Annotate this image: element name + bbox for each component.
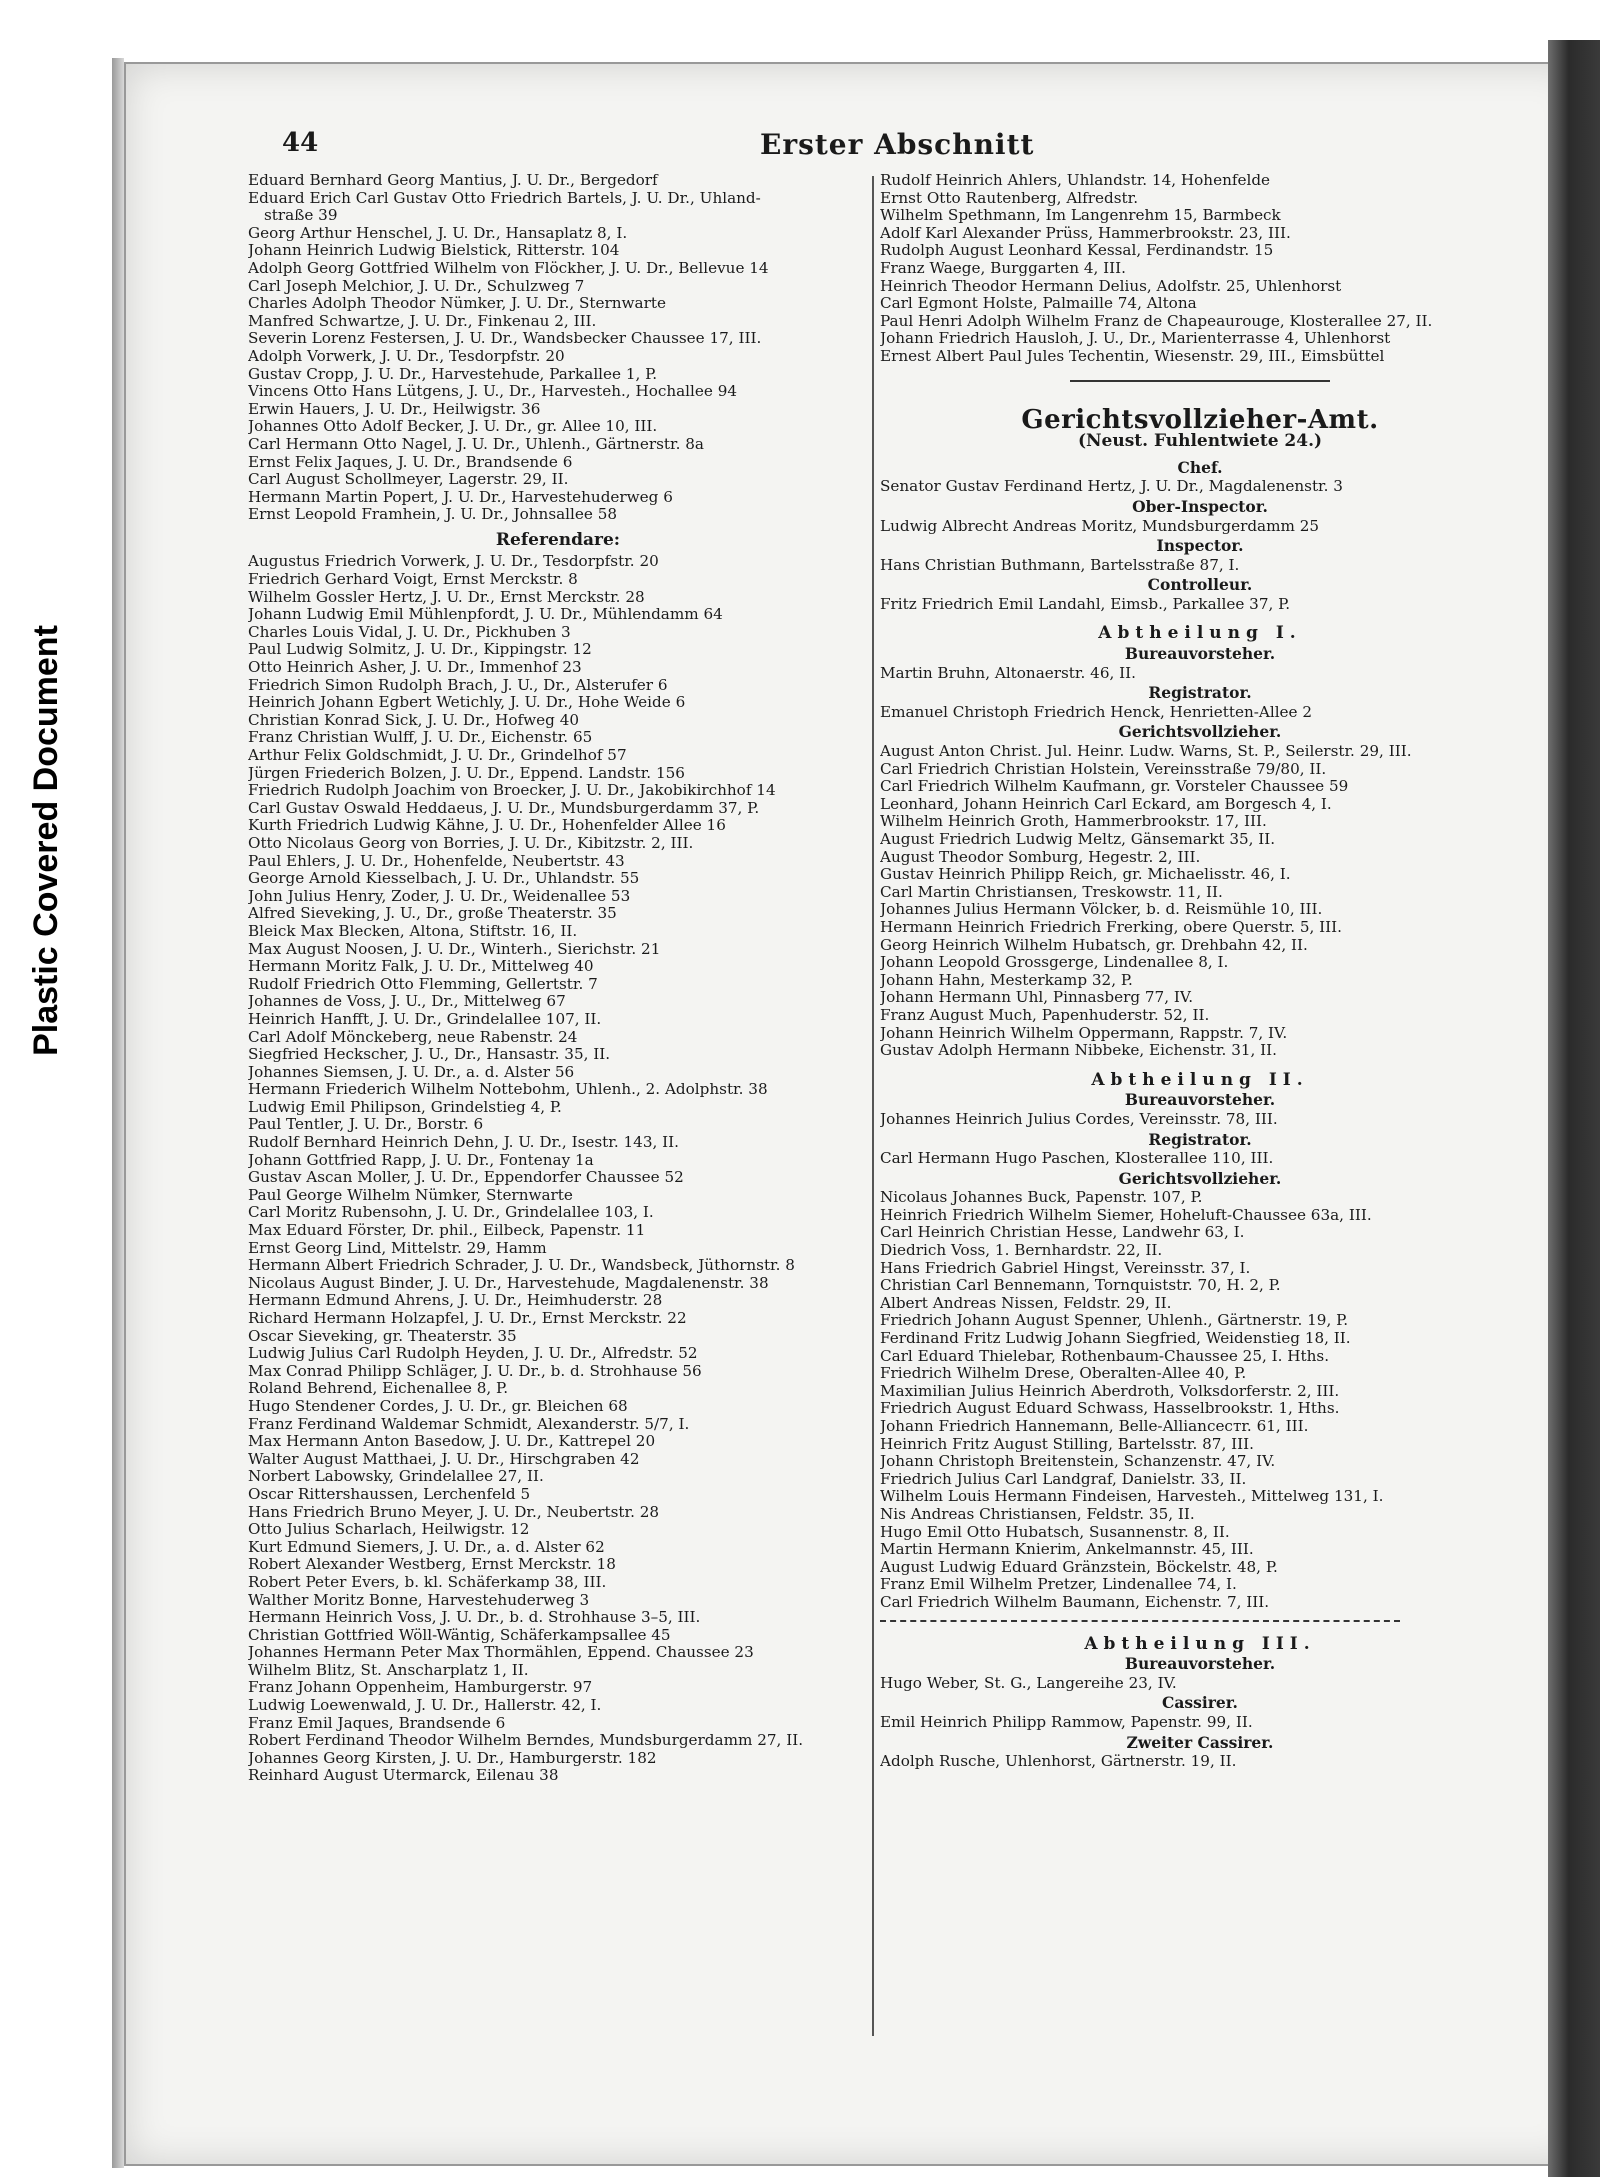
- abt2-registrator-list: [880, 1150, 1520, 1168]
- list-entry: Hugo Stendener Cordes, J. U. Dr., gr. Bleichen 68: [248, 1397, 628, 1415]
- list-entry: Ludwig Julius Carl Rudolph Heyden, J. U. Dr., Alfredstr. 52: [248, 1345, 698, 1363]
- abt3-zweiter-list: [880, 1753, 1520, 1771]
- list-entry: John Julius Henry, Zoder, J. U. Dr., Weidenallee 53: [248, 887, 631, 905]
- list-entry: Charles Louis Vidal, J. U. Dr., Pickhuben 3: [248, 623, 571, 641]
- list-entry: Adolph Vorwerk, J. U. Dr., Tesdorpfstr. 20: [248, 347, 565, 365]
- list-entry: Norbert Labowsky, Grindelallee 27, II.: [248, 1468, 544, 1486]
- list-entry: Carl Friedrich Wilhelm Baumann, Eichenstr. 7, III.: [880, 1593, 1270, 1611]
- section-rule: [1070, 380, 1330, 382]
- list-entry: Johann Christoph Breitenstein, Schanzenstr. 47, IV.: [880, 1453, 1276, 1471]
- list-entry: Franz Christian Wulff, J. U. Dr., Eichenstr. 65: [248, 729, 593, 747]
- list-entry: Paul George Wilhelm Nümker, Sternwarte: [248, 1186, 573, 1204]
- scan-edge-right: [1548, 40, 1600, 2177]
- list-entry: Carl Heinrich Christian Hesse, Landwehr 63, I.: [880, 1224, 1245, 1242]
- list-entry: Emanuel Christoph Friedrich Henck, Henrietten-Allee 2: [880, 703, 1313, 721]
- list-entry: Friedrich Simon Rudolph Brach, J. U., Dr., Alsterufer 6: [248, 676, 668, 694]
- list-entry: Hans Christian Buthmann, Bartelsstraße 87, I.: [880, 556, 1240, 574]
- list-entry: Carl Martin Christiansen, Treskowstr. 11, II.: [880, 883, 1223, 901]
- list-entry: Friedrich Gerhard Voigt, Ernst Merckstr. 8: [248, 571, 578, 589]
- list-entry: Hermann Heinrich Friedrich Frerking, obere Querstr. 5, III.: [880, 918, 1343, 936]
- list-entry: Hermann Albert Friedrich Schrader, J. U. Dr., Wandsbeck, Jüthornstr. 8: [248, 1257, 795, 1275]
- list-entry: Ernst Leopold Framhein, J. U. Dr., Johnsallee 58: [248, 506, 618, 524]
- list-entry: Nicolaus Johannes Buck, Papenstr. 107, P.: [880, 1189, 1203, 1207]
- list-entry: Hans Friedrich Gabriel Hingst, Vereinsstr. 37, I.: [880, 1259, 1251, 1277]
- list-entry: Roland Behrend, Eichenallee 8, P.: [248, 1380, 509, 1398]
- list-entry: Johannes Otto Adolf Becker, J. U. Dr., gr. Allee 10, III.: [248, 418, 658, 436]
- list-entry: Hermann Friederich Wilhelm Nottebohm, Uhlenh., 2. Adolphstr. 38: [248, 1081, 768, 1099]
- amt-address: (Neust. Fuhlentwiete 24.): [1077, 431, 1323, 452]
- list-entry: Carl Hermann Otto Nagel, J. U. Dr., Uhlenh., Gärtnerstr. 8a: [248, 435, 704, 453]
- side-label-text: Plastic Covered Document: [26, 624, 65, 1056]
- list-entry: Emil Heinrich Philipp Rammow, Papenstr. 99, II.: [880, 1713, 1253, 1731]
- list-entry: Otto Heinrich Asher, J. U. Dr., Immenhof 23: [248, 659, 582, 677]
- list-entry: Heinrich Johann Egbert Wetichly, J. U. Dr., Hohe Weide 6: [248, 694, 686, 712]
- list-entry: Fritz Friedrich Emil Landahl, Eimsb., Parkallee 37, P.: [880, 595, 1291, 613]
- list-entry: Severin Lorenz Festersen, J. U. Dr., Wandsbecker Chaussee 17, III.: [248, 330, 762, 348]
- list-entry: Martin Hermann Knierim, Ankelmannstr. 45, III.: [880, 1541, 1254, 1559]
- list-entry: Franz Emil Wilhelm Pretzer, Lindenallee 74, I.: [880, 1576, 1237, 1594]
- abt1-gv-heading: Gerichtsvollzieher.: [1118, 722, 1282, 742]
- list-entry: Gustav Heinrich Philipp Reich, gr. Michaelisstr. 46, I.: [880, 866, 1291, 884]
- list-entry: Johannes Julius Hermann Völcker, b. d. Reismühle 10, III.: [880, 901, 1323, 919]
- list-entry: Johannes Hermann Peter Max Thormählen, Eppend. Chaussee 23: [248, 1644, 754, 1662]
- list-entry: Eduard Bernhard Georg Mantius, J. U. Dr., Bergedorf: [248, 172, 658, 189]
- page-number: 44: [282, 128, 319, 158]
- list-entry: Charles Adolph Theodor Nümker, J. U. Dr., Sternwarte: [248, 295, 666, 313]
- list-entry: Jürgen Friederich Bolzen, J. U. Dr., Eppend. Landstr. 156: [248, 764, 685, 782]
- list-entry: Carl Gustav Oswald Heddaeus, J. U. Dr., Mundsburgerdamm 37, P.: [248, 799, 760, 817]
- list-entry: Paul Ehlers, J. U. Dr., Hohenfelde, Neubertstr. 43: [248, 852, 625, 870]
- abt2-bureau-heading: Bureauvorsteher.: [1124, 1090, 1276, 1110]
- list-entry: Adolf Karl Alexander Prüss, Hammerbrookstr. 23, III.: [880, 224, 1291, 242]
- list-entry: Friedrich Rudolph Joachim von Broecker, J. U. Dr., Jakobikirchhof 14: [248, 782, 776, 800]
- list-entry: Christian Gottfried Wöll-Wäntig, Schäferkampsallee 45: [248, 1626, 671, 1644]
- list-entry: Johann Heinrich Ludwig Bielstick, Ritterstr. 104: [248, 242, 620, 260]
- list-entry: Wilhelm Spethmann, Im Langenrehm 15, Barmbeck: [880, 207, 1281, 225]
- list-entry: Oscar Sieveking, gr. Theaterstr. 35: [248, 1327, 517, 1345]
- list-entry: Walther Moritz Bonne, Harvestehuderweg 3: [248, 1591, 590, 1609]
- list-entry: Heinrich Friedrich Wilhelm Siemer, Hoheluft-Chaussee 63a, III.: [880, 1206, 1372, 1224]
- list-entry: Rudolph August Leonhard Kessal, Ferdinandstr. 15: [880, 242, 1274, 260]
- scan-edge-left: [112, 58, 124, 2168]
- list-entry: Johann Gottfried Rapp, J. U. Dr., Fontenay 1a: [248, 1151, 594, 1169]
- inspector-list: [880, 557, 1520, 575]
- oberinspector-list: [880, 518, 1520, 536]
- list-entry: Ernst Georg Lind, Mittelstr. 29, Hamm: [248, 1239, 547, 1257]
- list-entry: Johann Heinrich Wilhelm Oppermann, Rappstr. 7, IV.: [880, 1024, 1288, 1042]
- abt3-bureau-list: [880, 1675, 1520, 1693]
- list-entry: Johann Hahn, Mesterkamp 32, P.: [880, 971, 1133, 989]
- abt3-title: Abtheilung III.: [1084, 1633, 1316, 1654]
- list-entry: Martin Bruhn, Altonaerstr. 46, II.: [880, 664, 1136, 682]
- list-entry: Alfred Sieveking, J. U., Dr., große Theaterstr. 35: [248, 905, 617, 923]
- list-entry: Carl Friedrich Wilhelm Kaufmann, gr. Vorsteler Chaussee 59: [880, 778, 1349, 796]
- right-top-list: [880, 172, 1520, 366]
- list-entry: Franz Johann Oppenheim, Hamburgerstr. 97: [248, 1679, 593, 1697]
- list-entry: Walter August Matthaei, J. U. Dr., Hirschgraben 42: [248, 1450, 640, 1468]
- list-entry: Oscar Rittershaussen, Lerchenfeld 5: [248, 1485, 531, 1503]
- list-entry: Kurt Edmund Siemers, J. U. Dr., a. d. Alster 62: [248, 1538, 605, 1556]
- list-entry: Senator Gustav Ferdinand Hertz, J. U. Dr., Magdalenenstr. 3: [880, 478, 1343, 496]
- list-entry: Leonhard, Johann Heinrich Carl Eckard, am Borgesch 4, I.: [880, 795, 1332, 813]
- list-entry: Richard Hermann Holzapfel, J. U. Dr., Ernst Merckstr. 22: [248, 1310, 687, 1327]
- inspector-heading: Inspector.: [1156, 536, 1244, 556]
- list-entry: George Arnold Kiesselbach, J. U. Dr., Uhlandstr. 55: [248, 870, 640, 888]
- list-entry: Ludwig Loewenwald, J. U. Dr., Hallerstr. 42, I.: [248, 1697, 602, 1715]
- list-entry: Hugo Emil Otto Hubatsch, Susannenstr. 8, II.: [880, 1523, 1230, 1541]
- list-entry: Christian Konrad Sick, J. U. Dr., Hofweg 40: [248, 711, 580, 729]
- abt3-cassirer-heading: Cassirer.: [1162, 1693, 1238, 1713]
- list-entry: Johannes Georg Kirsten, J. U. Dr., Hamburgerstr. 182: [248, 1749, 657, 1767]
- list-entry: August Anton Christ. Jul. Heinr. Ludw. Warns, St. P., Seilerstr. 29, III.: [880, 743, 1412, 761]
- list-entry: Hans Friedrich Bruno Meyer, J. U. Dr., Neubertstr. 28: [248, 1503, 660, 1521]
- list-entry: Gustav Adolph Hermann Nibbeke, Eichenstr. 31, II.: [880, 1042, 1278, 1060]
- list-entry: Hermann Martin Popert, J. U. Dr., Harvestehuderweg 6: [248, 488, 673, 506]
- list-entry: Bleick Max Blecken, Altona, Stiftstr. 16, II.: [248, 922, 578, 940]
- list-entry: Carl Eduard Thielebar, Rothenbaum-Chaussee 25, I. Hths.: [880, 1347, 1330, 1365]
- running-head: Erster Abschnitt: [760, 128, 1035, 161]
- list-entry: Hermann Moritz Falk, J. U. Dr., Mittelweg 40: [248, 958, 594, 976]
- list-entry: Franz Waege, Burggarten 4, III.: [880, 259, 1126, 277]
- list-entry: Hermann Edmund Ahrens, J. U. Dr., Heimhuderstr. 28: [248, 1292, 663, 1310]
- list-entry: Johann Friedrich Hannemann, Belle-Allianceстr. 61, III.: [880, 1418, 1309, 1435]
- list-entry: Heinrich Theodor Hermann Delius, Adolfstr. 25, Uhlenhorst: [880, 277, 1342, 295]
- list-entry: Robert Alexander Westberg, Ernst Merckstr. 18: [248, 1556, 616, 1574]
- list-entry: Johann Ludwig Emil Mühlenpfordt, J. U. Dr., Mühlendamm 64: [248, 606, 723, 624]
- list-entry: Ernst Felix Jaques, J. U. Dr., Brandsende 6: [248, 453, 573, 471]
- abt3-cassirer-list: [880, 1714, 1520, 1732]
- list-entry: Rudolf Bernhard Heinrich Dehn, J. U. Dr., Isestr. 143, II.: [248, 1134, 679, 1152]
- list-entry: Adolph Georg Gottfried Wilhelm von Flöckher, J. U. Dr., Bellevue 14: [248, 259, 769, 277]
- oberinspector-heading: Ober-Inspector.: [1132, 496, 1268, 516]
- list-entry: Ernest Albert Paul Jules Techentin, Wiesenstr. 29, III., Eimsbüttel: [880, 347, 1385, 365]
- list-entry: Wilhelm Louis Hermann Findeisen, Harvesteh., Mittelweg 131, I.: [880, 1488, 1384, 1506]
- abt3-zweiter-heading: Zweiter Cassirer.: [1126, 1732, 1274, 1752]
- side-label: [6, 560, 86, 1120]
- list-entry: Georg Heinrich Wilhelm Hubatsch, gr. Drehbahn 42, II.: [880, 936, 1308, 954]
- referendare-list: [248, 553, 868, 1785]
- controlleur-heading: Controlleur.: [1147, 575, 1253, 595]
- list-entry: Johannes Heinrich Julius Cordes, Vereinsstr. 78, III.: [880, 1110, 1278, 1128]
- list-entry: August Theodor Somburg, Hegestr. 2, III.: [880, 848, 1201, 866]
- list-entry: Friedrich Wilhelm Drese, Oberalten-Allee 40, P.: [880, 1365, 1247, 1383]
- list-entry: Eduard Erich Carl Gustav Otto Friedrich Bartels, J. U. Dr., Uhland-: [248, 189, 761, 207]
- list-entry: Augustus Friedrich Vorwerk, J. U. Dr., Tesdorpfstr. 20: [248, 553, 659, 571]
- list-entry: Johann Leopold Grossgerge, Lindenallee 8, I.: [880, 954, 1229, 972]
- list-entry: Siegfried Heckscher, J. U., Dr., Hansastr. 35, II.: [248, 1046, 611, 1064]
- list-entry: Paul Tentler, J. U. Dr., Borstr. 6: [248, 1116, 484, 1134]
- list-entry: Robert Peter Evers, b. kl. Schäferkamp 38, III.: [248, 1573, 607, 1591]
- abt2-gv-list: [880, 1189, 1520, 1611]
- list-entry: August Friedrich Ludwig Meltz, Gänsemarkt 35, II.: [880, 831, 1276, 848]
- list-entry: Hugo Weber, St. G., Langereihe 23, IV.: [880, 1674, 1177, 1692]
- list-entry: Christian Carl Bennemann, Tornquiststr. 70, H. 2, P.: [880, 1277, 1281, 1295]
- abt2-registrator-heading: Registrator.: [1148, 1129, 1252, 1149]
- list-entry: Heinrich Fritz August Stilling, Bartelsstr. 87, III.: [880, 1435, 1254, 1453]
- list-entry: Max Conrad Philipp Schläger, J. U. Dr., b. d. Strohhause 56: [248, 1362, 702, 1380]
- abt1-registrator-list: [880, 704, 1520, 722]
- list-entry: Maximilian Julius Heinrich Aberdroth, Volksdorferstr. 2, III.: [880, 1382, 1340, 1400]
- dashed-rule: [880, 1620, 1400, 1622]
- list-entry: Hermann Heinrich Voss, J. U. Dr., b. d. Strohhause 3–5, III.: [248, 1609, 701, 1627]
- list-entry: Franz August Much, Papenhuderstr. 52, II.: [880, 1006, 1210, 1024]
- list-entry: Wilhelm Gossler Hertz, J. U. Dr., Ernst Merckstr. 28: [248, 588, 645, 606]
- list-entry: Max Hermann Anton Basedow, J. U. Dr., Kattrepel 20: [248, 1433, 656, 1451]
- referendare-heading: Referendare:: [495, 529, 621, 550]
- list-entry: August Ludwig Eduard Gränzstein, Böckelstr. 48, P.: [880, 1558, 1278, 1576]
- controlleur-list: [880, 596, 1520, 614]
- right-column: [880, 172, 1520, 1771]
- list-entry: Ludwig Albrecht Andreas Moritz, Mundsburgerdamm 25: [880, 517, 1320, 535]
- abt1-title: Abtheilung I.: [1098, 623, 1302, 644]
- list-entry: Rudolf Friedrich Otto Flemming, Gellertstr. 7: [248, 975, 598, 993]
- list-entry: Franz Emil Jaques, Brandsende 6: [248, 1714, 506, 1732]
- list-entry: Max August Noosen, J. U. Dr., Winterh., Sierichstr. 21: [248, 940, 661, 958]
- list-entry: Vincens Otto Hans Lütgens, J. U., Dr., Harvesteh., Hochallee 94: [248, 383, 738, 401]
- abt1-bureau-heading: Bureauvorsteher.: [1124, 644, 1276, 664]
- list-entry: Carl Moritz Rubensohn, J. U. Dr., Grindelallee 103, I.: [248, 1204, 654, 1222]
- list-entry: Johannes de Voss, J. U., Dr., Mittelweg 67: [248, 993, 566, 1011]
- list-entry: Nis Andreas Christiansen, Feldstr. 35, II.: [880, 1505, 1195, 1523]
- list-entry: Gustav Cropp, J. U. Dr., Harvestehude, Parkallee 1, P.: [248, 365, 658, 383]
- list-entry: Carl Egmont Holste, Palmaille 74, Altona: [880, 295, 1197, 313]
- list-entry: Gustav Ascan Moller, J. U. Dr., Eppendorfer Chaussee 52: [248, 1169, 684, 1187]
- list-entry: Robert Ferdinand Theodor Wilhelm Berndes, Mundsburgerdamm 27, II.: [248, 1732, 804, 1750]
- list-entry: Rudolf Heinrich Ahlers, Uhlandstr. 14, Hohenfelde: [880, 172, 1271, 189]
- list-entry: Carl August Schollmeyer, Lagerstr. 29, II.: [248, 471, 569, 489]
- chef-list: [880, 478, 1520, 496]
- list-entry: Johann Hermann Uhl, Pinnasberg 77, IV.: [880, 989, 1194, 1007]
- chef-heading: Chef.: [1177, 457, 1223, 477]
- list-entry: Diedrich Voss, 1. Bernhardstr. 22, II.: [880, 1242, 1163, 1260]
- abt2-bureau-list: [880, 1111, 1520, 1129]
- list-entry: Otto Nicolaus Georg von Borries, J. U. Dr., Kibitzstr. 2, III.: [248, 834, 694, 852]
- column-divider: [872, 176, 874, 2036]
- abt2-gv-heading: Gerichtsvollzieher.: [1118, 1168, 1282, 1188]
- list-entry: straße 39: [264, 207, 338, 225]
- list-entry: Franz Ferdinand Waldemar Schmidt, Alexanderstr. 5/7, I.: [248, 1415, 690, 1433]
- list-entry: Reinhard August Utermarck, Eilenau 38: [248, 1767, 559, 1785]
- list-entry: Friedrich Johann August Spenner, Uhlenh., Gärtnerstr. 19, P.: [880, 1312, 1349, 1330]
- left-top-list: [248, 172, 868, 524]
- list-entry: Ferdinand Fritz Ludwig Johann Siegfried, Weidenstieg 18, II.: [880, 1330, 1351, 1348]
- list-entry: Johann Friedrich Hausloh, J. U., Dr., Marienterrasse 4, Uhlenhorst: [880, 330, 1391, 348]
- list-entry: Kurth Friedrich Ludwig Kähne, J. U. Dr., Hohenfelder Allee 16: [248, 817, 726, 835]
- list-entry: Wilhelm Blitz, St. Anscharplatz 1, II.: [248, 1661, 529, 1679]
- abt3-bureau-heading: Bureauvorsteher.: [1124, 1654, 1276, 1674]
- list-entry: Adolph Rusche, Uhlenhorst, Gärtnerstr. 19, II.: [880, 1753, 1237, 1771]
- list-entry: Max Eduard Förster, Dr. phil., Eilbeck, Papenstr. 11: [248, 1222, 646, 1240]
- left-column: [248, 172, 868, 1785]
- list-entry: Arthur Felix Goldschmidt, J. U. Dr., Grindelhof 57: [248, 747, 627, 764]
- abt1-registrator-heading: Registrator.: [1148, 683, 1252, 703]
- abt1-gv-list: [880, 743, 1520, 1060]
- amt-title: Gerichtsvollzieher-Amt.: [1021, 404, 1379, 435]
- list-entry: Paul Henri Adolph Wilhelm Franz de Chapeaurouge, Klosterallee 27, II.: [880, 312, 1433, 330]
- list-entry: Manfred Schwartze, J. U. Dr., Finkenau 2, III.: [248, 312, 597, 330]
- list-entry: Friedrich Julius Carl Landgraf, Danielstr. 33, II.: [880, 1470, 1247, 1488]
- abt1-bureau-list: [880, 665, 1520, 683]
- list-entry: Erwin Hauers, J. U. Dr., Heilwigstr. 36: [248, 400, 541, 418]
- list-entry: Nicolaus August Binder, J. U. Dr., Harvestehude, Magdalenenstr. 38: [248, 1274, 769, 1292]
- list-entry: Carl Hermann Hugo Paschen, Klosterallee 110, III.: [880, 1150, 1274, 1168]
- list-entry: Ludwig Emil Philipson, Grindelstieg 4, P.: [248, 1098, 562, 1116]
- list-entry: Ernst Otto Rautenberg, Alfredstr.: [880, 189, 1139, 207]
- list-entry: Carl Joseph Melchior, J. U. Dr., Schulzweg 7: [248, 277, 585, 295]
- list-entry: Albert Andreas Nissen, Feldstr. 29, II.: [880, 1294, 1172, 1312]
- list-entry: Georg Arthur Henschel, J. U. Dr., Hansaplatz 8, I.: [248, 224, 628, 242]
- list-entry: Friedrich August Eduard Schwass, Hasselbrookstr. 1, Hths.: [880, 1400, 1340, 1418]
- abt2-title: Abtheilung II.: [1091, 1069, 1309, 1090]
- list-entry: Heinrich Hanfft, J. U. Dr., Grindelallee 107, II.: [248, 1010, 602, 1028]
- list-entry: Carl Adolf Mönckeberg, neue Rabenstr. 24: [248, 1028, 578, 1046]
- list-entry: Otto Julius Scharlach, Heilwigstr. 12: [248, 1521, 530, 1539]
- list-entry: Paul Ludwig Solmitz, J. U. Dr., Kippingstr. 12: [248, 641, 592, 659]
- list-entry: Wilhelm Heinrich Groth, Hammerbrookstr. 17, III.: [880, 813, 1267, 831]
- list-entry: Johannes Siemsen, J. U. Dr., a. d. Alster 56: [248, 1063, 575, 1081]
- list-entry: Carl Friedrich Christian Holstein, Vereinsstraße 79/80, II.: [880, 760, 1327, 778]
